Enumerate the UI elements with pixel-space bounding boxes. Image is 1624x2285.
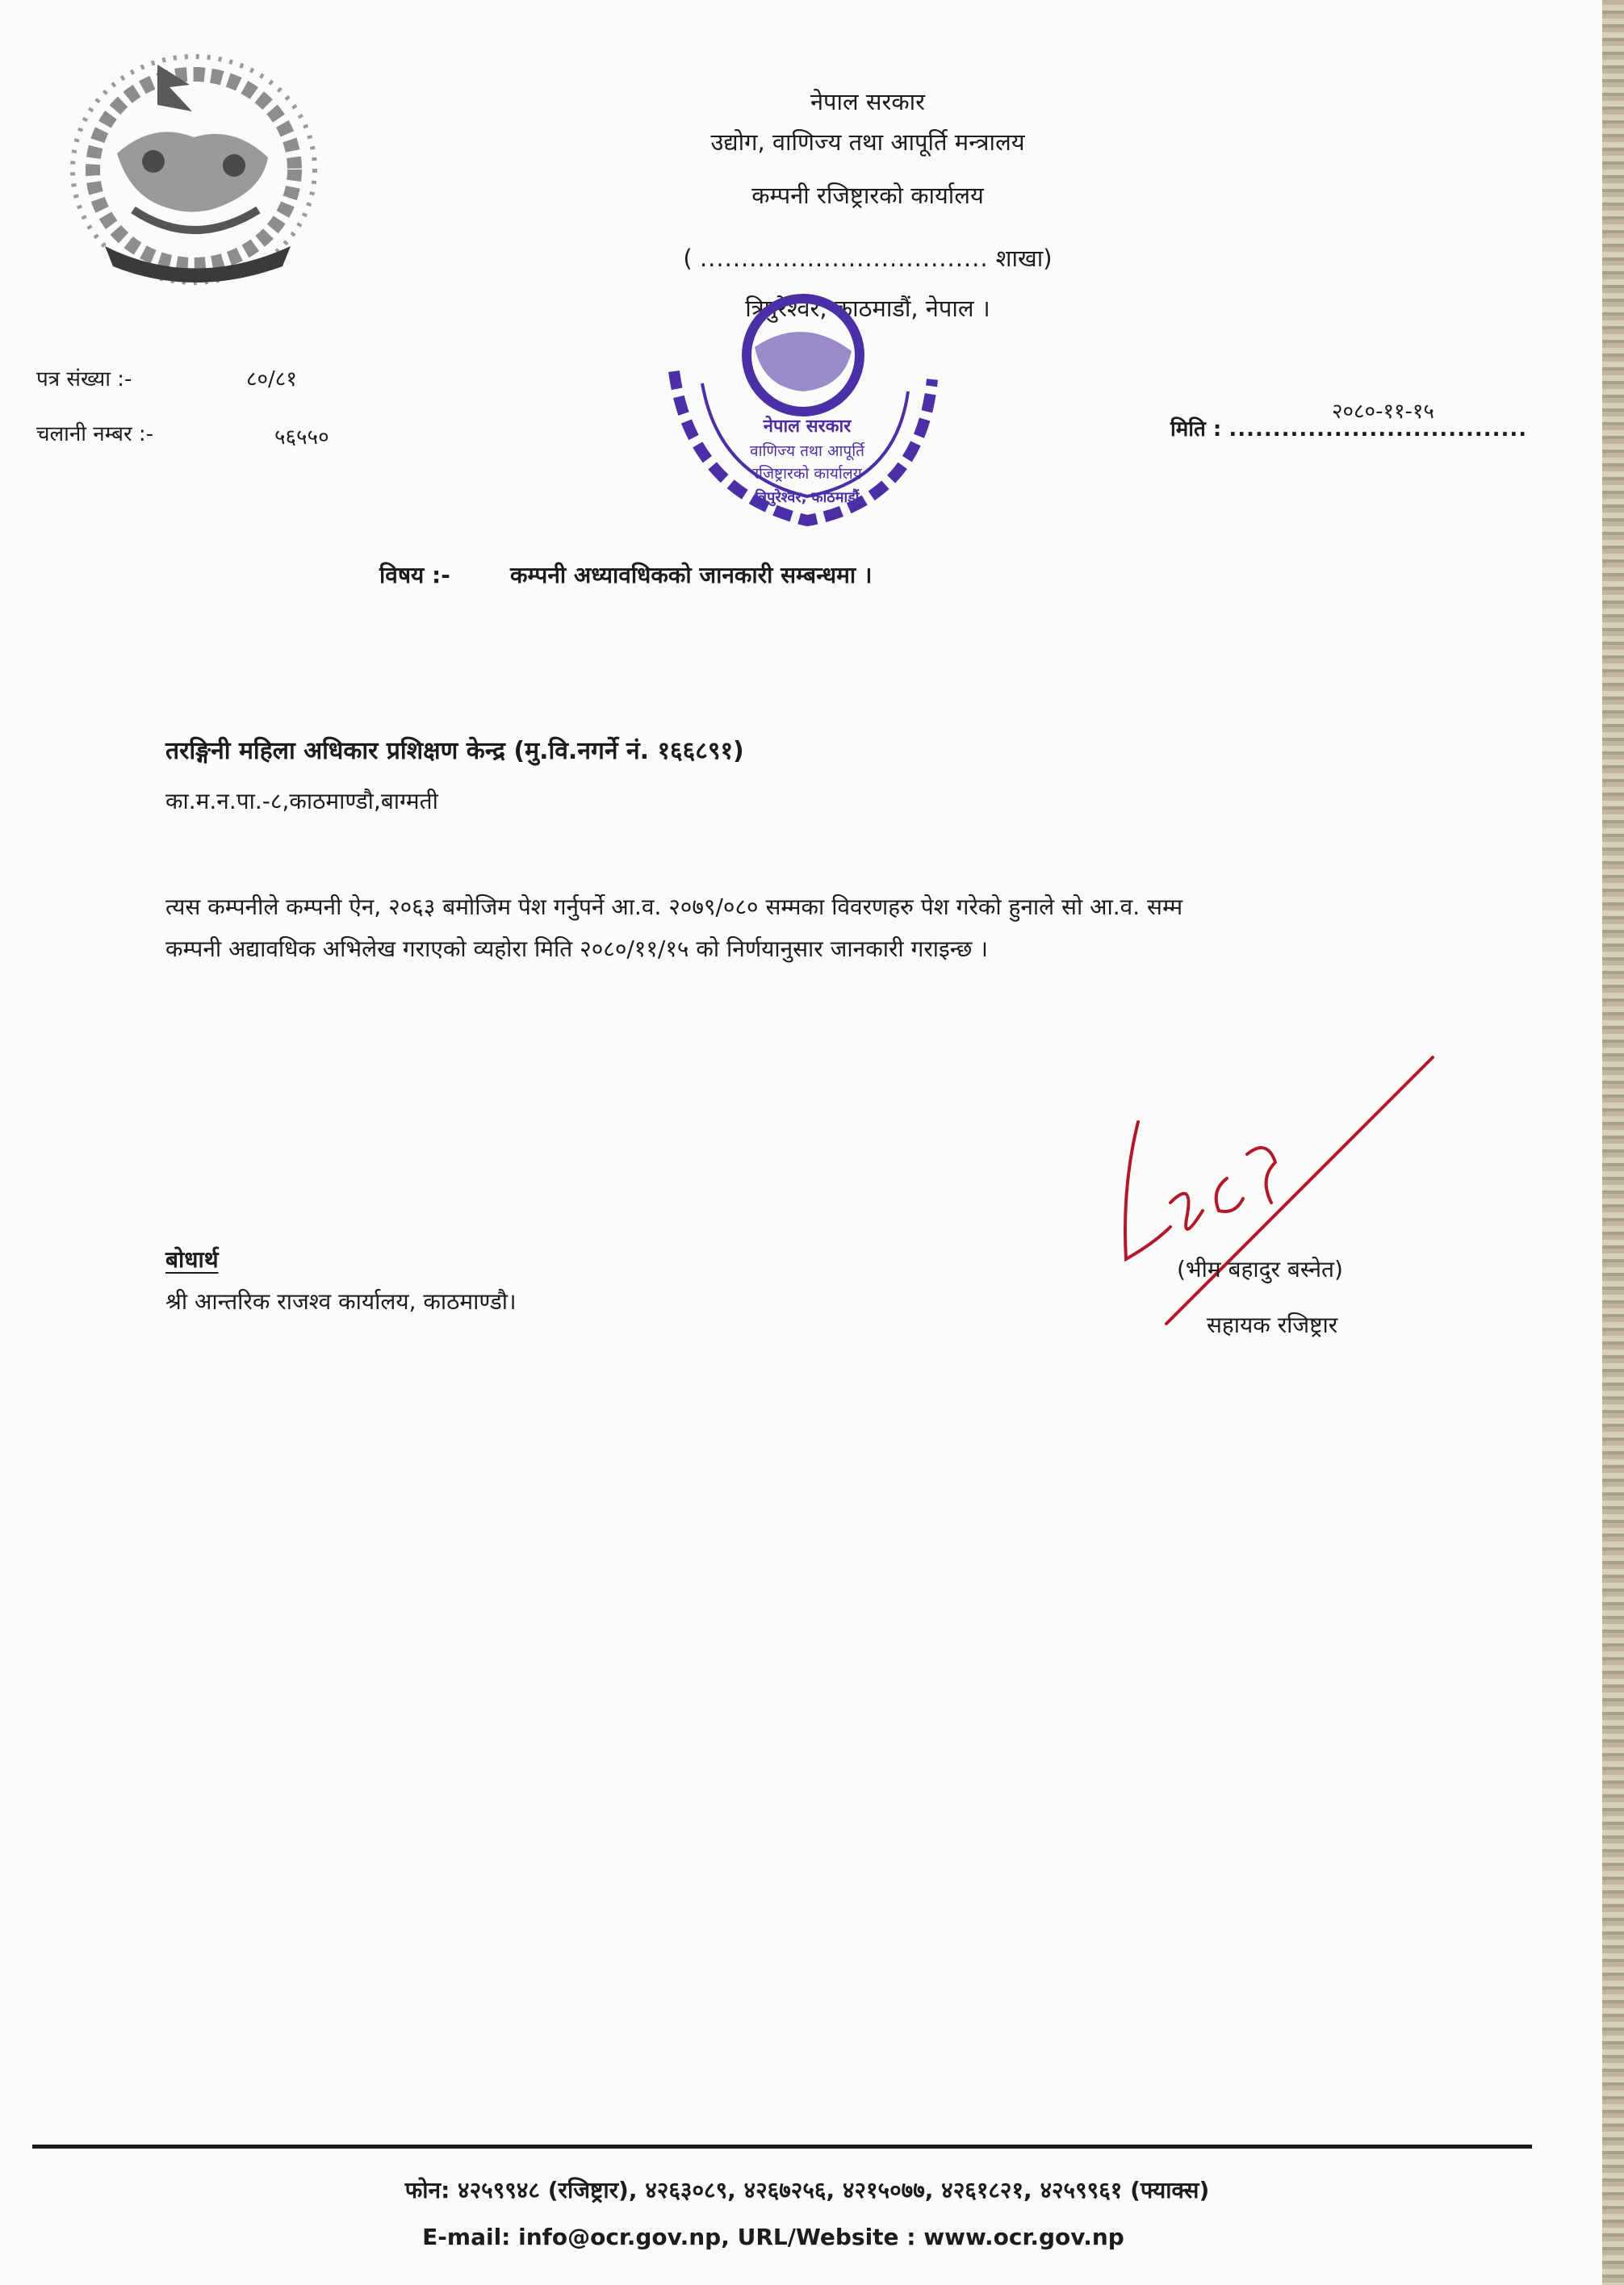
signatory-title: सहायक रजिष्ट्रार (1207, 1312, 1338, 1338)
date-value: २०८०-११-१५ (1332, 400, 1434, 424)
header-line-office: कम्पनी रजिष्ट्रारको कार्यालय (751, 182, 984, 209)
patra-label: पत्र संख्या :- (36, 367, 132, 391)
date-label: मिति : (1170, 417, 1222, 442)
nepal-government-emblem (57, 48, 331, 291)
footer-email: E-mail: info@ocr.gov.np, URL/Website : www.ocr.gov.np (422, 2224, 1124, 2250)
body-line-1: त्यस कम्पनीले कम्पनी ऐन, २०६३ बमोजिम पेश गर्नुपर्ने आ.व. २०७९/०८० सम्मका विवरणहरु पेश गरेको हुनाले सो आ.व. सम्म (165, 893, 1183, 920)
branch-open: ( (683, 245, 700, 272)
subject-text: कम्पनी अध्यावधिकको जानकारी सम्बन्धमा । (510, 562, 873, 588)
stamp-line-4: त्रिपुरेश्वर, काठमाडौं (755, 489, 860, 506)
cc-line: श्री आन्तरिक राजश्व कार्यालय, काठमाण्डौ। (165, 1288, 517, 1315)
footer-rule (32, 2145, 1532, 2149)
stamp-line-1: नेपाल सरकार (763, 416, 852, 437)
signature-mark (1106, 1049, 1445, 1340)
header-line-government: नेपाल सरकार (810, 88, 926, 115)
date-line (1170, 413, 1527, 442)
date-dots: .................................. (1228, 417, 1528, 442)
cc-heading: बोधार्थ (165, 1246, 219, 1273)
chalani-value: ५६५५० (274, 425, 329, 450)
header-line-ministry: उद्योग, वाणिज्य तथा आपूर्ति मन्त्रालय (710, 128, 1025, 156)
footer-phone: फोन: ४२५९९४८ (रजिष्ट्रार), ४२६३०८९, ४२६७२५६, ४२१५०७७, ४२६१८२१, ४२५९९६१ (फ्याक्स) (404, 2177, 1210, 2203)
paper-edge (1602, 0, 1624, 2285)
header-branch (683, 242, 1052, 274)
official-stamp (662, 291, 952, 549)
branch-dots: ................................... (699, 245, 989, 272)
branch-label: शाखा) (988, 245, 1053, 272)
stamp-line-3: रजिष्ट्रारको कार्यालय (752, 465, 862, 483)
stamp-line-2: वाणिज्य तथा आपूर्ति (750, 442, 864, 460)
patra-value: ८०/८१ (246, 367, 297, 391)
header-address: त्रिपुरेश्वर, काठमाडौं, नेपाल । (745, 295, 990, 322)
subject-label: विषय :- (379, 562, 450, 588)
signatory-name: (भीम बहादुर बस्नेत) (1177, 1256, 1343, 1283)
body-line-2: कम्पनी अद्यावधिक अभिलेख गराएको व्यहोरा मिति २०८०/११/१५ को निर्णयानुसार जानकारी गराइन्छ । (165, 935, 988, 962)
chalani-label: चलानी नम्बर :- (36, 422, 154, 446)
recipient-name: तरङ्गिनी महिला अधिकार प्रशिक्षण केन्द्र (मु.वि.नगर्ने नं. १६६८९१) (165, 737, 744, 765)
recipient-address: का.म.न.पा.-८,काठमाण्डौ,बाग्मती (165, 788, 438, 814)
